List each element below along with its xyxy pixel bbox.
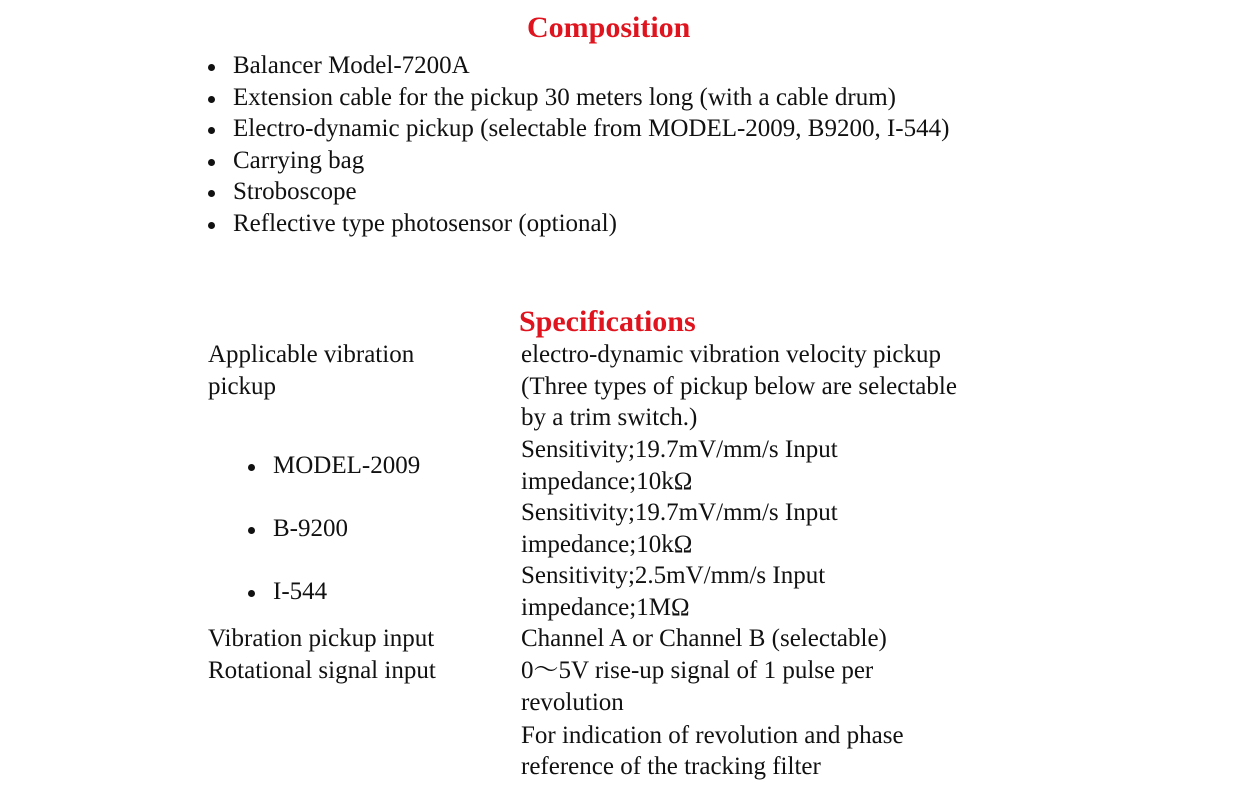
composition-list (206, 50, 949, 240)
list-item (206, 145, 949, 177)
spec-label-applicable-line2: pickup (208, 373, 277, 400)
list-item (206, 208, 949, 240)
pickup-impedance-line: impedance;10kΩ (521, 531, 693, 558)
spec-label-rotational-input: Rotational signal input (208, 657, 436, 684)
spec-value-rotational-line1: 0～5V rise-up signal of 1 pulse per (521, 657, 874, 684)
pickup-impedance-line: impedance;10kΩ (521, 468, 693, 495)
bullet-icon (208, 96, 215, 103)
list-item-text: Carrying bag (233, 146, 365, 174)
pickup-impedance-line: impedance;1MΩ (521, 594, 690, 621)
pickup-name: I-544 (273, 578, 328, 605)
pickup-sensitivity-line: Sensitivity;2.5mV/mm/s Input (521, 562, 826, 589)
list-item-text: Electro-dynamic pickup (selectable from MODEL-2009, B9200, I-544) (233, 115, 950, 143)
list-item-text: Balancer Model-7200A (233, 52, 470, 79)
pickup-b-9200 (246, 513, 348, 545)
bullet-icon (208, 222, 215, 229)
bullet-icon (208, 159, 215, 166)
spec-value-rotational-line4: reference of the tracking filter (521, 753, 821, 780)
spec-value-applicable-line1: electro-dynamic vibration velocity pickup (521, 341, 941, 368)
pickup-name: B-9200 (273, 515, 348, 542)
list-item-text: Reflective type photosensor (optional) (233, 209, 617, 237)
bullet-icon (248, 590, 255, 597)
list-item-text: Extension cable for the pickup 30 meters long (with a cable drum) (233, 83, 896, 111)
pickup-sensitivity-line: Sensitivity;19.7mV/mm/s Input (521, 499, 838, 526)
list-item (206, 82, 949, 114)
spec-value-applicable-line2: (Three types of pickup below are selectable (521, 373, 957, 400)
spec-label-applicable-line1: Applicable vibration (208, 341, 415, 368)
bullet-icon (208, 190, 215, 197)
spec-value-applicable-line3: by a trim switch.) (521, 404, 698, 431)
pickup-sensitivity-line: Sensitivity;19.7mV/mm/s Input (521, 436, 838, 463)
specifications-heading: Specifications (519, 305, 696, 338)
list-item (206, 176, 949, 208)
list-item (206, 113, 949, 145)
list-item (206, 50, 949, 82)
bullet-icon (208, 64, 215, 71)
pickup-i-544 (246, 576, 327, 608)
composition-heading: Composition (527, 11, 691, 44)
pickup-model-2009 (246, 450, 420, 482)
pickup-name: MODEL-2009 (273, 452, 421, 479)
list-item-text: Stroboscope (233, 178, 357, 206)
bullet-icon (248, 464, 255, 471)
spec-value-rotational-line2: revolution (521, 689, 624, 716)
bullet-icon (208, 127, 215, 134)
bullet-icon (248, 527, 255, 534)
spec-value-rotational-line3: For indication of revolution and phase (521, 722, 904, 749)
spec-value-vibration-input: Channel A or Channel B (selectable) (521, 625, 887, 652)
spec-label-vibration-input: Vibration pickup input (208, 625, 435, 652)
